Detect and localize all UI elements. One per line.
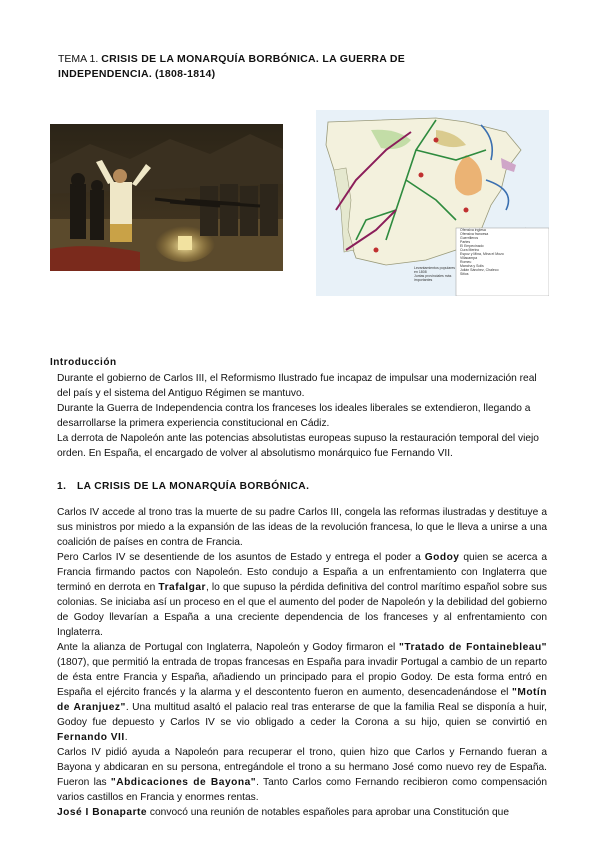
- intro-paragraph: Durante el gobierno de Carlos III, el Reformismo Ilustrado fue incapaz de impulsar una modernización real del país y el sistema del Antiguo Régimen se mantuvo.: [57, 373, 537, 399]
- map-legend-bottom: Levantamientos populares en 1808 Juntas provinciales más importantes: [414, 266, 456, 282]
- intro-text: [57, 371, 547, 461]
- document-title: [58, 52, 418, 82]
- goya-painting-image: [50, 124, 283, 271]
- section-body: [57, 505, 547, 820]
- keyword-motin: "Motín de Aranjuez": [57, 687, 547, 713]
- keyword-abdicaciones: "Abdicaciones de Bayona": [110, 777, 257, 788]
- body-paragraph: Carlos IV pidió ayuda a Napoleón para recuperar el trono, quien hizo que Carlos y Fernando fueran a Bayona y abdicaran en su persona, entregándole el trono a su hermano José como nuevo rey de España. Fueron las "Abdicaciones de Bayona". Tanto Carlos como Fernando recibieron como compensación varios castillos en Francia y enormes rentas.: [57, 747, 547, 803]
- title-dates: (1808-1814): [154, 68, 216, 80]
- body-paragraph: José I Bonaparte convocó una reunión de notables españoles para aprobar una Constitución que: [57, 807, 510, 818]
- section-title: LA CRISIS DE LA MONARQUÍA BORBÓNICA.: [77, 481, 310, 492]
- body-paragraph: Carlos IV accede al trono tras la muerte de su padre Carlos III, congela las reformas ilustradas y destituye a sus ministros por miedo a la expansión de las ideas de la revolución francesa, lo que le lleva a unirse a una coalición de países en contra de Francia.: [57, 507, 547, 548]
- keyword-trafalgar: Trafalgar: [158, 582, 206, 593]
- map-legend: Ofensiva inglesa Ofensiva francesa Guerrilleros Partes El Empecinado Cura Merino Espoz y Mina, Mina el Mozo Villacampa Romeu Mancha y Solis Julián Sánchez, Chaleco Sitios: [460, 228, 504, 276]
- title-lead: TEMA 1.: [58, 53, 99, 65]
- section-number: 1.: [57, 481, 67, 492]
- keyword-jose: José I Bonaparte: [57, 807, 148, 818]
- title-main: CRISIS DE LA MONARQUÍA BORBÓNICA. LA GUERRA DE INDEPENDENCIA.: [58, 53, 406, 80]
- section-heading: [57, 481, 309, 492]
- war-map-image: [316, 110, 549, 296]
- intro-paragraph: La derrota de Napoleón ante las potencias absolutistas europeas supuso la restauración temporal del viejo orden. En España, el encargado de volver al absolutismo monárquico fue Fernando VII.: [57, 433, 539, 459]
- keyword-fernando: Fernando VII: [57, 732, 125, 743]
- intro-paragraph: Durante la Guerra de Independencia contra los franceses los ideales liberales se extendieron, llegando a desarrollarse la primera experiencia constitucional en Cádiz.: [57, 403, 531, 429]
- body-paragraph: Pero Carlos IV se desentiende de los asuntos de Estado y entrega el poder a Godoy quien se acerca a Francia firmando pactos con Napoleón. Esto condujo a España a un enfrentamiento con Inglaterra que terminó en derrota en Trafalgar, lo que supuso la pérdida definitiva del control marítimo español sobre sus colonias. Se iniciaba así un proceso en el que el aumento del poder de Napoleón y la debilidad del gobierno de Godoy llevarían a España a una creciente dependencia de los franceses y al enfrentamiento con Inglaterra.: [57, 552, 548, 638]
- body-paragraph: Ante la alianza de Portugal con Inglaterra, Napoleón y Godoy firmaron el "Tratado de Fontainebleau" (1807), que permitió la entrada de tropas francesas en España para invadir Portugal a cambio de un reparto de ésta entre Francia y España, añadiendo un principado para el propio Godoy. De esta forma entró en España el ejército francés y la alarma y el descontento fueron en aumento, desencadenándose el "Motín de Aranjuez". Una multitud asaltó el palacio real tras enterarse de que la familia Real se disponía a huir, Godoy fue depuesto y Carlos IV se vio obligado a ceder la Corona a su hijo, quien se convirtió en Fernando VII.: [57, 642, 547, 743]
- keyword-tratado: "Tratado de Fontainebleau": [399, 642, 547, 653]
- keyword-godoy: Godoy: [424, 552, 460, 563]
- intro-heading: Introducción: [50, 357, 117, 368]
